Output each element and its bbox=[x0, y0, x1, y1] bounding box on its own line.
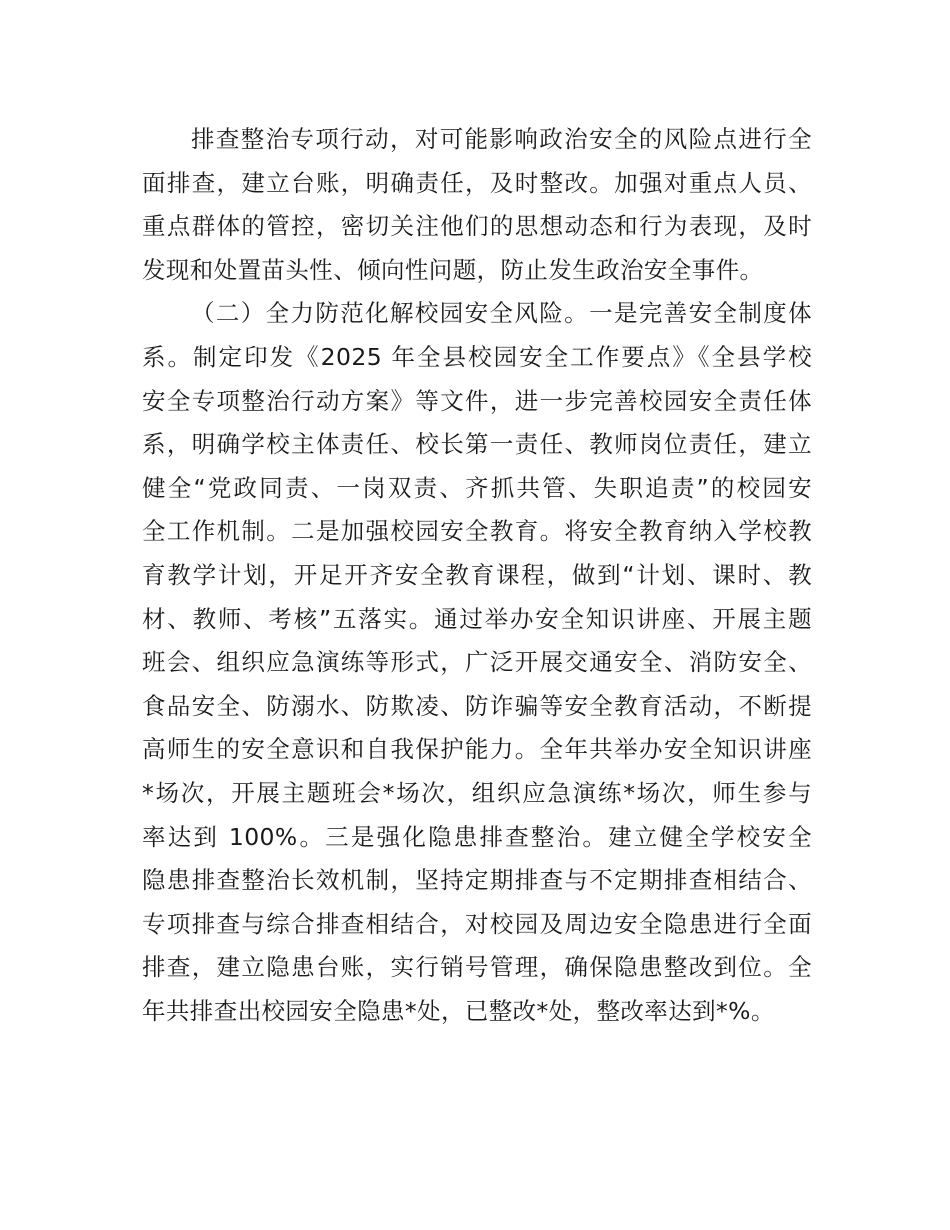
text-line: 面排查，建立台账，明确责任，及时整改。加强对重点人员、 bbox=[142, 168, 812, 197]
paragraph-2 bbox=[142, 292, 812, 1033]
text-line: 专项排查与综合排查相结合，对校园及周边安全隐患进行全面 bbox=[142, 909, 812, 938]
paragraph-1 bbox=[142, 118, 812, 292]
text-line: 高师生的安全意识和自我保护能力。全年共举办安全知识讲座 bbox=[142, 735, 812, 764]
text-line: 发现和处置苗头性、倾向性问题，防止发生政治安全事件。 bbox=[142, 255, 764, 284]
text-line: 系。制定印发《2025 年全县校园安全工作要点》《全县学校 bbox=[142, 342, 812, 371]
text-line: 排查整治专项行动，对可能影响政治安全的风险点进行全 bbox=[191, 125, 812, 153]
text-line: 重点群体的管控，密切关注他们的思想动态和行为表现，及时 bbox=[142, 212, 812, 241]
text-line: 安全专项整治行动方案》等文件，进一步完善校园安全责任体 bbox=[142, 386, 812, 415]
text-line: 隐患排查整治长效机制，坚持定期排查与不定期排查相结合、 bbox=[142, 866, 812, 895]
text-line: 排查，建立隐患台账，实行销号管理，确保隐患整改到位。全 bbox=[142, 953, 812, 982]
text-line: 率达到 100%。三是强化隐患排查整治。建立健全学校安全 bbox=[142, 822, 812, 851]
text-line: 健全“党政同责、一岗双责、齐抓共管、失职追责”的校园安 bbox=[142, 473, 812, 502]
text-line: 班会、组织应急演练等形式，广泛开展交通安全、消防安全、 bbox=[142, 648, 812, 677]
text-line: 育教学计划，开足开齐安全教育课程，做到“计划、课时、教 bbox=[142, 560, 812, 589]
text-line: （二）全力防范化解校园安全风险。一是完善安全制度体 bbox=[191, 299, 812, 328]
text-line: *场次，开展主题班会*场次，组织应急演练*场次，师生参与 bbox=[142, 778, 812, 807]
text-line: 材、教师、考核”五落实。通过举办安全知识讲座、开展主题 bbox=[142, 604, 812, 633]
text-line: 年共排查出校园安全隐患*处，已整改*处，整改率达到*%。 bbox=[142, 996, 775, 1025]
document-page bbox=[142, 118, 812, 1033]
text-line: 食品安全、防溺水、防欺凌、防诈骗等安全教育活动，不断提 bbox=[142, 691, 812, 720]
text-line: 系，明确学校主体责任、校长第一责任、教师岗位责任，建立 bbox=[142, 430, 812, 459]
text-line: 全工作机制。二是加强校园安全教育。将安全教育纳入学校教 bbox=[142, 517, 812, 546]
